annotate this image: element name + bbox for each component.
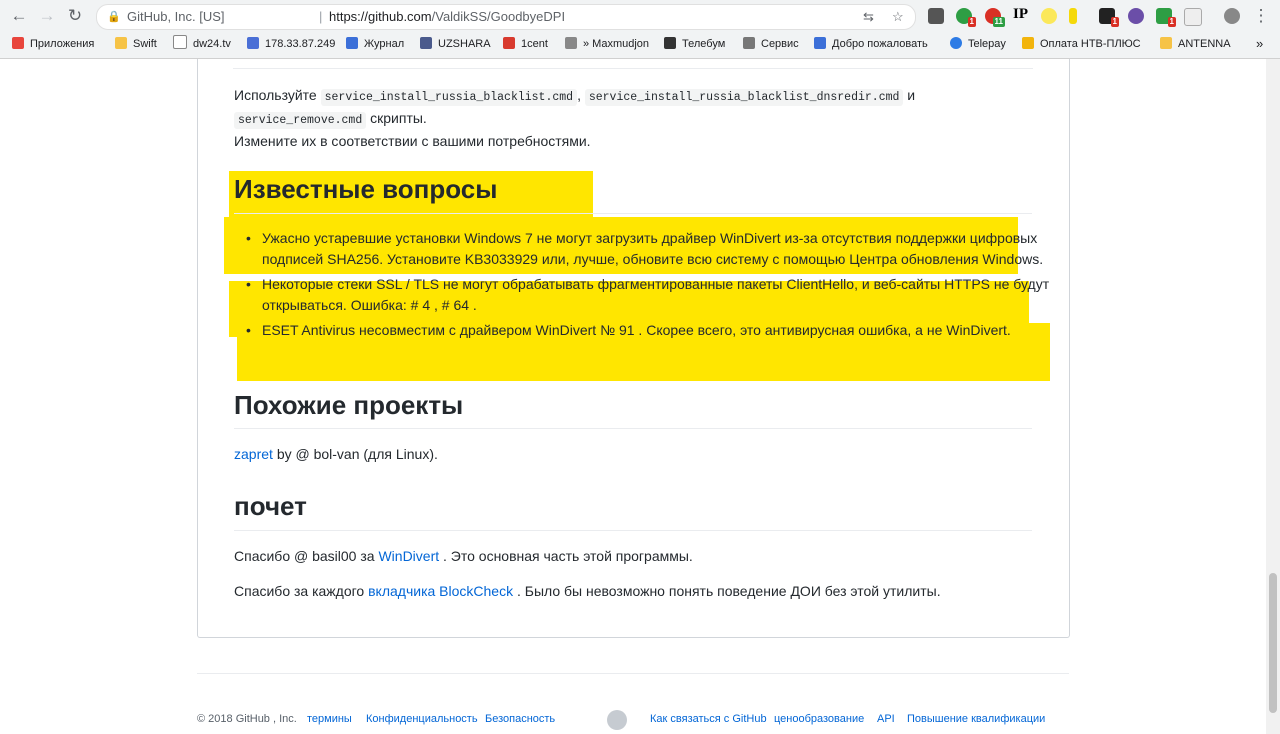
similar-paragraph: [234, 444, 438, 465]
bookmark-label: » Maxmudjon: [583, 38, 650, 50]
extension-icon[interactable]: [1069, 8, 1077, 24]
footer-link-contact[interactable]: Как связаться с GitHub: [650, 713, 767, 725]
similar-text: by @ bol-van (для Linux).: [276, 446, 438, 462]
address-bar[interactable]: [96, 4, 916, 30]
bookmarks-bar: [0, 32, 1280, 59]
extension-icon[interactable]: [1184, 8, 1202, 26]
usage-prefix: Используйте: [234, 87, 317, 103]
moon-icon[interactable]: [1041, 8, 1057, 24]
windivert-link[interactable]: WinDivert: [378, 548, 440, 564]
bookmark-label: Добро пожаловать: [832, 38, 928, 50]
scrollbar-thumb[interactable]: [1269, 573, 1277, 713]
code-snippet: service_install_russia_blacklist.cmd: [321, 89, 577, 106]
extension-badge: 1: [1169, 17, 1174, 26]
extension-icon[interactable]: [985, 8, 1001, 24]
bookmark-item[interactable]: [565, 32, 649, 58]
bookmark-item[interactable]: [1022, 32, 1141, 58]
shield-icon[interactable]: [1156, 8, 1172, 24]
extension-badge: 1: [1112, 17, 1117, 26]
footer-link-terms[interactable]: термины: [307, 713, 352, 725]
bookmark-item[interactable]: [664, 32, 725, 58]
footer-link-privacy[interactable]: Конфиденциальность: [366, 713, 478, 725]
footer-copyright: © 2018 GitHub , Inc.: [197, 713, 297, 725]
bookmark-item[interactable]: [503, 32, 548, 58]
heading-rule: [234, 213, 1032, 214]
bookmark-item[interactable]: [115, 32, 157, 58]
bookmark-item[interactable]: [1160, 32, 1231, 58]
vertical-scrollbar[interactable]: [1266, 59, 1280, 734]
globe-icon: [950, 37, 962, 49]
site-favicon: [247, 37, 259, 49]
site-favicon: [503, 37, 515, 49]
site-favicon: [420, 37, 432, 49]
folder-icon: [115, 37, 127, 49]
footer-divider: [197, 673, 1069, 674]
bookmark-item[interactable]: [950, 32, 1006, 58]
omnibox-separator: |: [319, 9, 323, 24]
footer-link-pricing[interactable]: ценообразование: [774, 713, 865, 725]
lock-icon: [743, 37, 755, 49]
footer-link-security[interactable]: Безопасность: [485, 713, 556, 725]
footer-link-api[interactable]: API: [877, 713, 895, 725]
footer-link-training[interactable]: Повышение квалификации: [907, 713, 1046, 725]
heading-rule: [234, 530, 1032, 531]
tv-icon: [664, 37, 676, 49]
github-logo-icon[interactable]: [607, 710, 627, 730]
bookmark-label: Сервис: [761, 38, 799, 50]
extension-badge: 1: [969, 17, 974, 26]
extension-icon[interactable]: [1099, 8, 1115, 24]
bookmark-label: 1cent: [521, 38, 548, 50]
bookmark-item[interactable]: [420, 32, 491, 58]
bookmark-label: Swift: [133, 38, 157, 50]
similar-projects-heading: Похожие проекты: [234, 390, 464, 420]
bookmark-item[interactable]: [12, 32, 94, 58]
credits-heading: почет: [234, 491, 307, 521]
blockcheck-link[interactable]: вкладчика BlockCheck: [368, 583, 514, 599]
conjunction-text: и: [907, 87, 916, 103]
modify-line: Измените их в соответствии с вашими потребностями.: [234, 133, 591, 149]
browser-toolbar: [0, 0, 1280, 32]
list-item: • ESET Antivirus несовместим с драйвером WinDivert № 91 . Скорее всего, это антивирусная ошибка, а не WinDivert.: [262, 320, 1052, 341]
site-identity[interactable]: GitHub, Inc. [US]: [127, 9, 225, 24]
thanks-text: . Это основная часть этой программы.: [443, 548, 693, 564]
site-favicon: [346, 37, 358, 49]
bookmark-item[interactable]: [346, 32, 404, 58]
avatar[interactable]: [1224, 8, 1240, 24]
reload-icon[interactable]: ↻: [67, 6, 83, 25]
usage-suffix: скрипты.: [370, 110, 427, 126]
bookmarks-overflow-button[interactable]: »: [1256, 36, 1264, 51]
list-item: • Ужасно устаревшие установки Windows 7 не могут загрузить драйвер WinDivert из-за отсутствия поддержки цифровых подписей SHA256. Установите KB3033929 или, лучше, обновите всю систему с помощью Центра обновления Windows.: [262, 228, 1052, 270]
menu-dots-icon[interactable]: ⋮: [1252, 6, 1270, 25]
bookmark-label: ANTENNA: [1178, 38, 1231, 50]
bookmark-label: 178.33.87.249: [265, 38, 336, 50]
page-icon: [173, 35, 187, 49]
page-viewport: [0, 59, 1266, 734]
extension-icon[interactable]: [956, 8, 972, 24]
comma-text: ,: [577, 87, 581, 103]
bookmark-item[interactable]: [743, 32, 799, 58]
url-host: https://github.com: [329, 9, 432, 24]
site-favicon: [565, 37, 577, 49]
site-favicon: [1022, 37, 1034, 49]
url-text[interactable]: [329, 5, 565, 29]
bookmark-label: Telepay: [968, 38, 1006, 50]
bookmark-item[interactable]: [814, 32, 928, 58]
ip-extension-icon[interactable]: IP: [1013, 6, 1028, 22]
code-snippet: service_remove.cmd: [234, 112, 366, 129]
extension-icon[interactable]: [928, 8, 944, 24]
known-issues-heading: Известные вопросы: [234, 174, 498, 204]
extension-badge: 11: [994, 17, 1003, 26]
site-favicon: [814, 37, 826, 49]
thanks-text: . Было бы невозможно понять поведение ДОИ без этой утилиты.: [516, 583, 941, 599]
url-path: /ValdikSS/GoodbyeDPI: [431, 9, 566, 24]
apps-grid-icon: [12, 37, 24, 49]
extension-icon[interactable]: [1128, 8, 1144, 24]
code-snippet: service_install_russia_blacklist_dnsredir.cmd: [585, 89, 904, 106]
bookmark-label: Телебум: [682, 38, 726, 50]
folder-icon: [1160, 37, 1172, 49]
usage-paragraph: [234, 85, 1014, 152]
heading-rule: [234, 428, 1032, 429]
thanks-paragraph: [234, 546, 693, 567]
section-divider: [233, 68, 1033, 69]
list-item: • Некоторые стеки SSL / TLS не могут обрабатывать фрагментированные пакеты ClientHello, и веб-сайты HTTPS не будут открываться. Ошибка: # 4 , # 64 .: [262, 274, 1052, 316]
bookmark-item[interactable]: [247, 32, 335, 58]
back-arrow-icon[interactable]: ←: [10, 6, 28, 25]
bookmark-star-icon[interactable]: ☆: [892, 9, 904, 24]
bookmark-label: Журнал: [364, 38, 405, 50]
bookmark-label: Оплата НТВ-ПЛЮС: [1040, 38, 1141, 50]
forward-arrow-icon[interactable]: →: [38, 6, 56, 25]
thanks-paragraph: [234, 581, 941, 602]
zapret-link[interactable]: zapret: [234, 446, 273, 462]
translate-icon[interactable]: ⇆: [863, 9, 874, 24]
bookmark-label: Приложения: [30, 38, 95, 50]
lock-icon: 🔒: [107, 11, 121, 23]
thanks-text: Спасибо за каждого: [234, 583, 365, 599]
bookmark-label: UZSHARA: [438, 38, 491, 50]
bookmark-label: dw24.tv: [193, 38, 231, 50]
thanks-text: Спасибо @ basil00 за: [234, 548, 375, 564]
issues-list: [234, 228, 1052, 345]
bookmark-item[interactable]: [173, 32, 231, 58]
